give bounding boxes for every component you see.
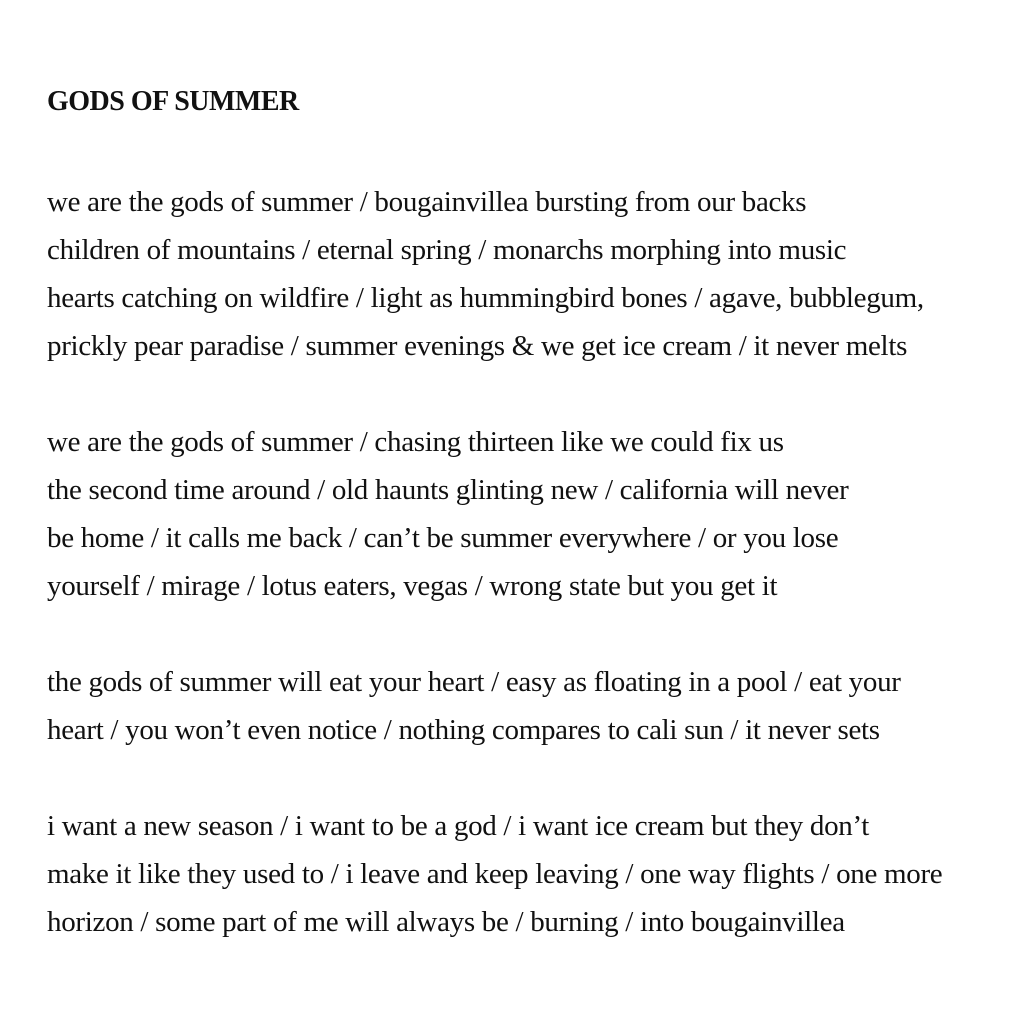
stanza-3 (47, 658, 1017, 754)
poem-line: we are the gods of summer / bougainvillea bursting from our backs (47, 186, 807, 218)
poem-line: i want a new season / i want to be a god / i want ice cream but they don’t (47, 810, 870, 842)
poem-line: we are the gods of summer / chasing thirteen like we could fix us (47, 426, 784, 458)
poem-line: children of mountains / eternal spring / monarchs morphing into music (47, 234, 847, 266)
poem-line: make it like they used to / i leave and keep leaving / one way flights / one more (47, 858, 943, 890)
poem-line: heart / you won’t even notice / nothing compares to cali sun / it never sets (47, 714, 880, 746)
poem-line: prickly pear paradise / summer evenings & we get ice cream / it never melts (47, 330, 908, 362)
poem-line: the gods of summer will eat your heart / easy as floating in a pool / eat your (47, 666, 901, 698)
poem-line: the second time around / old haunts glinting new / california will never (47, 474, 849, 506)
poem-line: be home / it calls me back / can’t be summer everywhere / or you lose (47, 522, 839, 554)
stanza-4 (47, 802, 1017, 946)
poem-line: horizon / some part of me will always be / burning / into bougainvillea (47, 906, 845, 938)
stanza-1 (47, 178, 1017, 370)
poem-line: yourself / mirage / lotus eaters, vegas / wrong state but you get it (47, 570, 778, 602)
poem-title: GODS OF SUMMER (47, 86, 299, 117)
poem-line: hearts catching on wildfire / light as hummingbird bones / agave, bubblegum, (47, 282, 924, 314)
stanza-2 (47, 418, 1017, 610)
poem-page (47, 82, 1017, 946)
